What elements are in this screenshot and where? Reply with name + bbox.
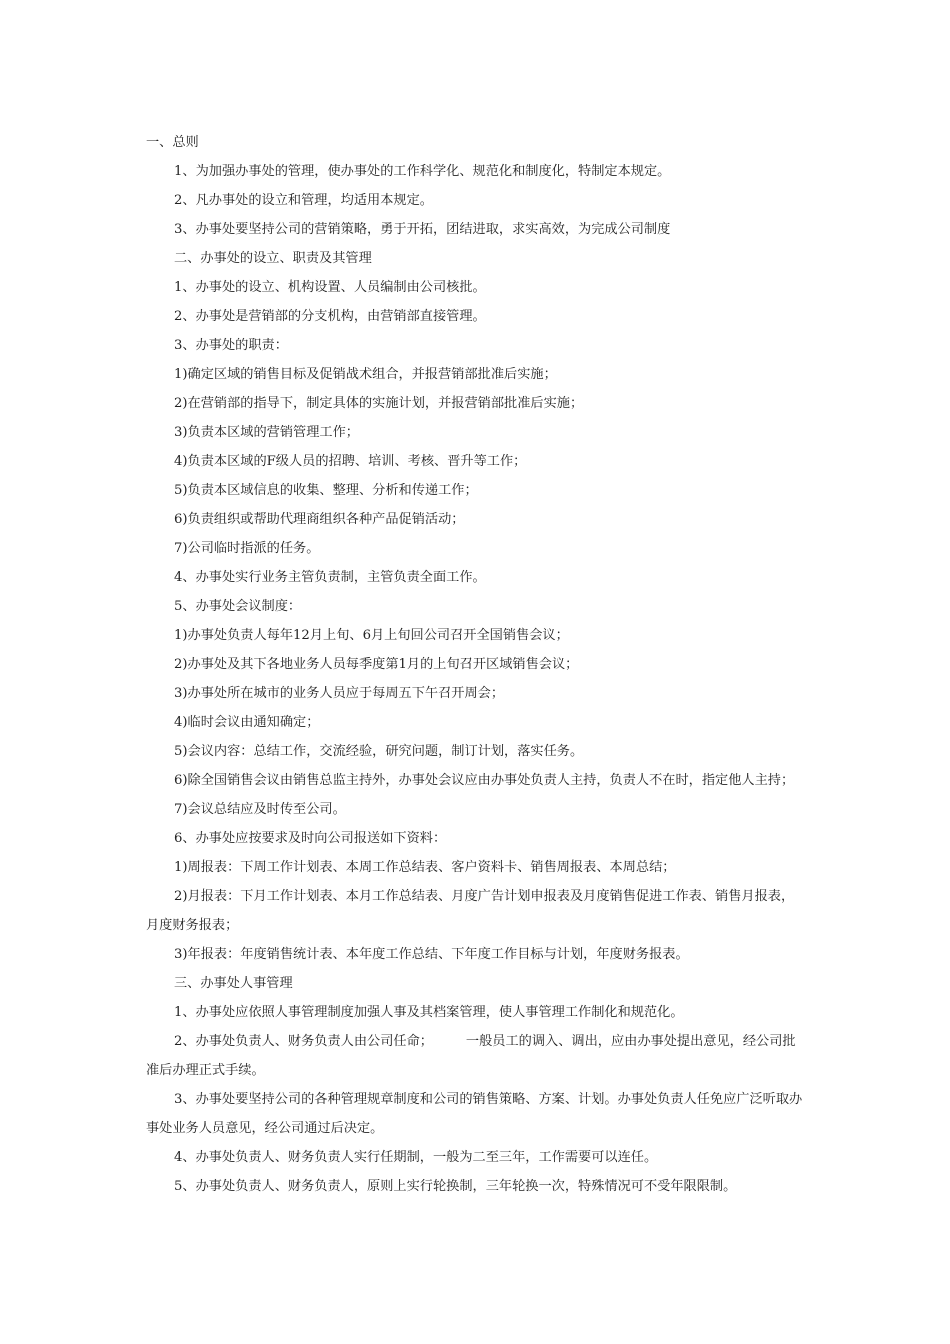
paragraph: 3、办事处要坚持公司的各种管理规章制度和公司的销售策略、方案、计划。办事处负责人任免应广泛听取办事处业务人员意见，经公司通过后决定。	[146, 1092, 803, 1136]
list-item: 3)负责本区域的营销管理工作；	[174, 425, 359, 440]
document-body	[146, 128, 806, 1201]
section-heading-general: 一、总则	[146, 135, 199, 150]
list-item: 1)办事处负责人每年12月上旬、6月上旬回公司召开全国销售会议；	[174, 628, 569, 643]
list-item: 2)办事处及其下各地业务人员每季度第1月的上旬召开区域销售会议；	[174, 657, 579, 672]
paragraph: 4、办事处负责人、财务负责人实行任期制，一般为二至三年，工作需要可以连任。	[174, 1150, 658, 1165]
list-item: 4)负责本区域的F级人员的招聘、培训、考核、晋升等工作；	[174, 454, 527, 469]
list-item: 6)负责组织或帮助代理商组织各种产品促销活动；	[174, 512, 465, 527]
section-heading-setup: 二、办事处的设立、职责及其管理	[174, 251, 372, 266]
paragraph: 1、办事处应依照人事管理制度加强人事及其档案管理，使人事管理工作制化和规范化。	[174, 1005, 684, 1020]
list-item: 2)在营销部的指导下，制定具体的实施计划，并报营销部批准后实施；	[174, 396, 584, 411]
list-item: 4)临时会议由通知确定；	[174, 715, 320, 730]
list-item: 7)会议总结应及时传至公司。	[174, 802, 346, 817]
paragraph: 5、办事处负责人、财务负责人，原则上实行轮换制，三年轮换一次，特殊情况可不受年限限制。	[174, 1179, 737, 1194]
paragraph: 3、办事处的职责：	[174, 338, 288, 353]
section-heading-personnel: 三、办事处人事管理	[174, 976, 293, 991]
list-item: 3)办事处所在城市的业务人员应于每周五下午召开周会；	[174, 686, 505, 701]
list-item: 1)周报表：下周工作计划表、本周工作总结表、客户资料卡、销售周报表、本周总结；	[174, 860, 676, 875]
list-item: 5)会议内容：总结工作，交流经验，研究问题，制订计划，落实任务。	[174, 744, 584, 759]
paragraph: 2、凡办事处的设立和管理，均适用本规定。	[174, 193, 433, 208]
paragraph: 3、办事处要坚持公司的营销策略，勇于开拓，团结进取，求实高效，为完成公司制度	[174, 222, 671, 237]
list-item: 7)公司临时指派的任务。	[174, 541, 320, 556]
paragraph: 4、办事处实行业务主管负责制，主管负责全面工作。	[174, 570, 486, 585]
paragraph: 1、办事处的设立、机构设置、人员编制由公司核批。	[174, 280, 486, 295]
paragraph: 2、办事处负责人、财务负责人由公司任命； 一般员工的调入、调出，应由办事处提出意见，经公司批准后办理正式手续。	[146, 1034, 796, 1078]
paragraph: 6、办事处应按要求及时向公司报送如下资料：	[174, 831, 447, 846]
paragraph: 1、为加强办事处的管理，使办事处的工作科学化、规范化和制度化，特制定本规定。	[174, 164, 671, 179]
list-item: 3)年报表：年度销售统计表、本年度工作总结、下年度工作目标与计划，年度财务报表。	[174, 947, 689, 962]
paragraph: 5、办事处会议制度：	[174, 599, 302, 614]
list-item: 2)月报表：下月工作计划表、本月工作总结表、月度广告计划申报表及月度销售促进工作表、销售月报表，月度财务报表；	[146, 889, 795, 933]
list-item: 6)除全国销售会议由销售总监主持外，办事处会议应由办事处负责人主持，负责人不在时，指定他人主持；	[174, 773, 795, 788]
list-item: 5)负责本区域信息的收集、整理、分析和传递工作；	[174, 483, 478, 498]
list-item: 1)确定区域的销售目标及促销战术组合，并报营销部批准后实施；	[174, 367, 557, 382]
paragraph: 2、办事处是营销部的分支机构，由营销部直接管理。	[174, 309, 486, 324]
